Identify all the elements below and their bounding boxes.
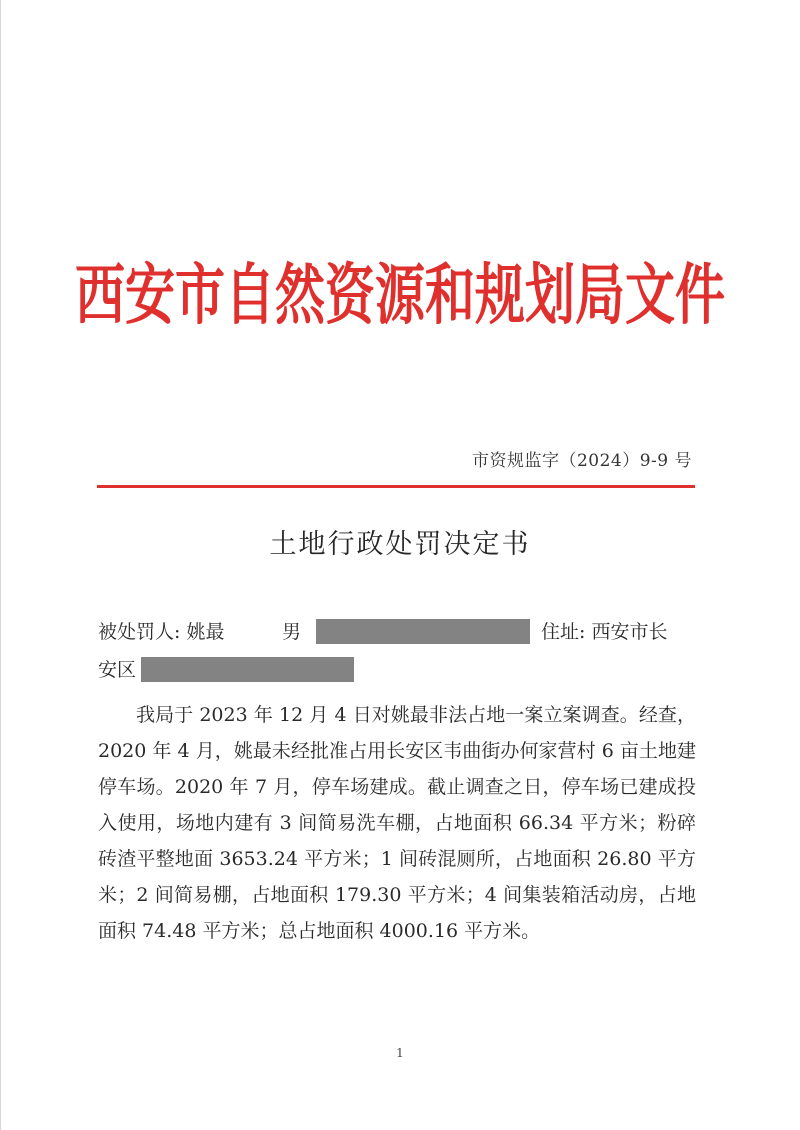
page-number: 1	[396, 1046, 404, 1060]
address-continued: 安区	[98, 659, 137, 681]
body-paragraph: 我局于 2023 年 12 月 4 日对姚最非法占地一案立案调查。经查，2020 年 4 月，姚最未经批准占用长安区韦曲街办何家营村 6 亩土地建停车场。2020 年 7 月，停车场建成。截止调查之日，停车场已建成投入使用，场地内建有 3 间简易洗车棚，占地面积 66.34 平方米；粉碎砖渣平整地面 3653.24 平方米；1 间砖混厕所，占地面积 26.80 平方米；2 间简易棚，占地面积 179.30 平方米；4 间集装箱活动房，占地面积 74.48 平方米；总占地面积 4000.16 平方米。	[98, 704, 696, 942]
redaction-block	[316, 619, 530, 644]
party-line-2	[98, 652, 698, 690]
document-masthead: 西安市自然资源和规划局文件	[75, 256, 725, 334]
body-section	[98, 697, 696, 949]
party-name-label: 被处罚人: 姚最	[98, 621, 225, 643]
document-number: 市资规监字（2024）9-9 号	[471, 451, 692, 471]
penalized-party-section	[98, 614, 698, 690]
red-divider-line	[97, 485, 695, 488]
redaction-block	[141, 657, 354, 682]
party-gender: 男	[282, 621, 302, 643]
party-line-1	[98, 614, 698, 652]
address-label: 住址: 西安市长	[541, 621, 668, 643]
document-title: 土地行政处罚决定书	[269, 529, 531, 560]
